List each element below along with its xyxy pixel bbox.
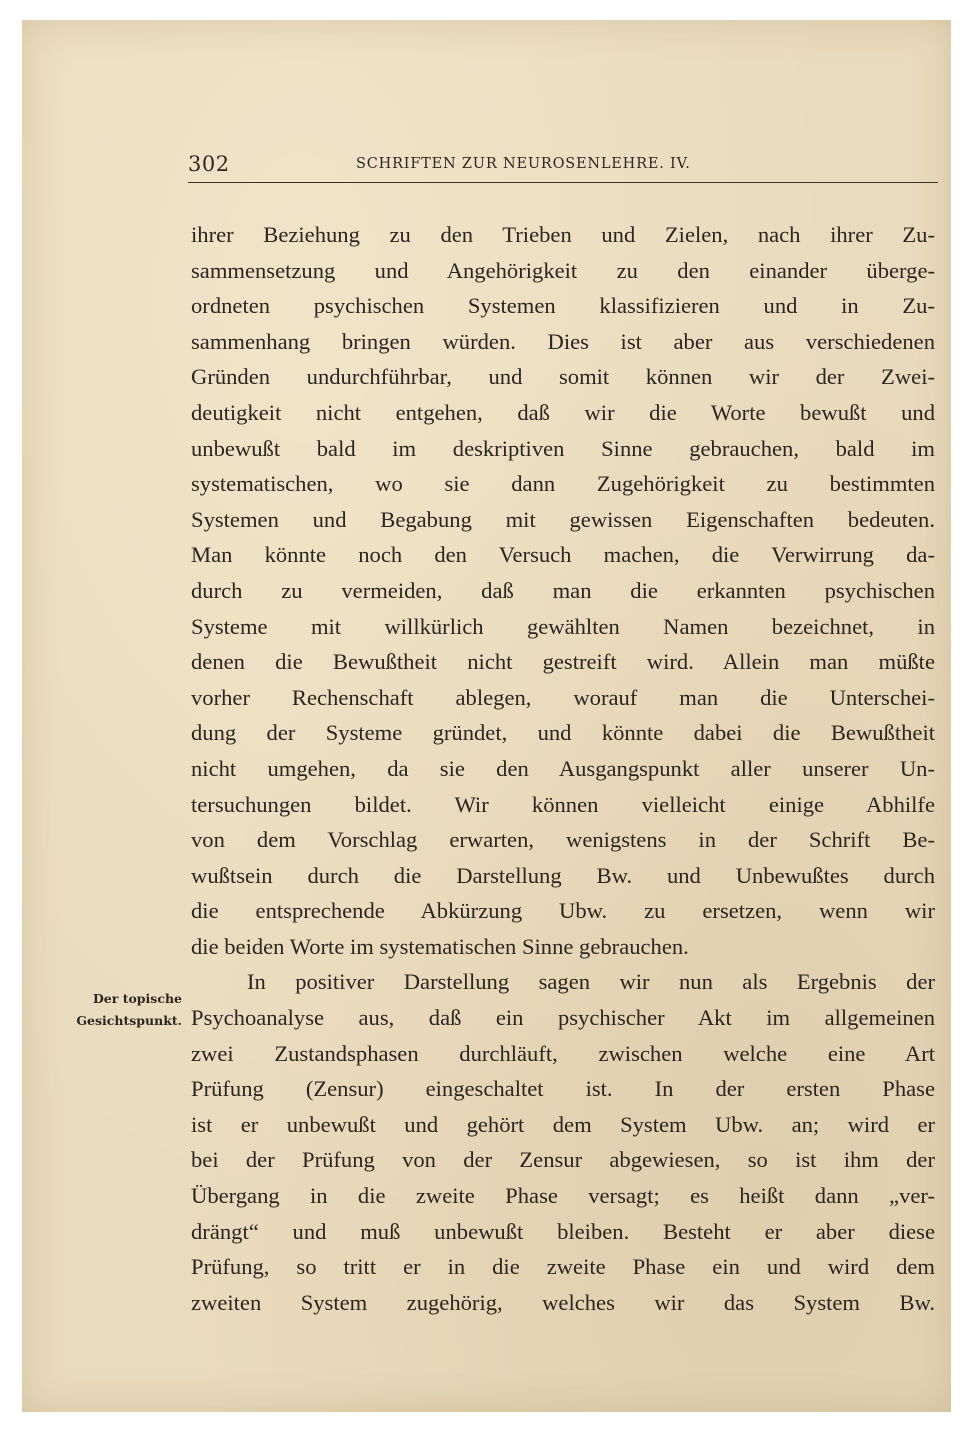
margin-note: [50, 988, 182, 1032]
text-line: die beiden Worte im systematischen Sinne gebrauchen.: [191, 933, 689, 959]
text-line: ist er unbewußt und gehört dem System Ubw. an; wird er: [191, 1111, 935, 1137]
text-line: sammenhang bringen würden. Dies ist aber aus verschiedenen: [191, 328, 935, 354]
text-line: wußtsein durch die Darstellung Bw. und Unbewußtes durch: [191, 862, 935, 888]
text-line: vorher Rechenschaft ablegen, worauf man die Unterschei-: [191, 684, 935, 710]
text-line: ihrer Beziehung zu den Trieben und Zielen, nach ihrer Zu-: [191, 222, 935, 247]
text-line: nicht umgehen, da sie den Ausgangspunkt aller unserer Un-: [191, 755, 935, 781]
text-line: zwei Zustandsphasen durchläuft, zwischen welche eine Art: [191, 1040, 935, 1066]
text-line: deutigkeit nicht entgehen, daß wir die Worte bewußt und: [191, 399, 935, 425]
text-line: In positiver Darstellung sagen wir nun als Ergebnis der: [247, 969, 935, 995]
text-line: Prüfung, so tritt er in die zweite Phase ein und wird dem: [191, 1254, 935, 1280]
text-line: Systeme mit willkürlich gewählten Namen bezeichnet, in: [191, 613, 935, 639]
text-line: Psychoanalyse aus, daß ein psychischer Akt im allgemeinen: [191, 1005, 935, 1031]
margin-note-line: Gesichtspunkt.: [76, 1013, 182, 1028]
text-line: ordneten psychischen Systemen klassifizieren und in Zu-: [191, 293, 935, 319]
running-head: SCHRIFTEN ZUR NEUROSENLEHRE. IV.: [356, 156, 691, 172]
page-number: 302: [188, 152, 230, 176]
text-line: sammensetzung und Angehörigkeit zu den einander überge-: [191, 257, 935, 283]
text-line: durch zu vermeiden, daß man die erkannten psychischen: [191, 577, 935, 603]
page-header: [188, 152, 938, 183]
text-line: Prüfung (Zensur) eingeschaltet ist. In der ersten Phase: [191, 1076, 935, 1102]
text-line: die entsprechende Abkürzung Ubw. zu ersetzen, wenn wir: [191, 898, 935, 924]
text-line: tersuchungen bildet. Wir können vielleicht einige Abhilfe: [191, 791, 935, 817]
text-line: Systemen und Begabung mit gewissen Eigenschaften bedeuten.: [191, 506, 935, 532]
text-line: systematischen, wo sie dann Zugehörigkeit zu bestimmten: [191, 471, 935, 497]
text-line: denen die Bewußtheit nicht gestreift wird. Allein man müßte: [191, 649, 935, 675]
text-line: Gründen undurchführbar, und somit können wir der Zwei-: [191, 364, 935, 390]
text-line: bei der Prüfung von der Zensur abgewiesen, so ist ihm der: [191, 1147, 935, 1173]
text-line: Man könnte noch den Versuch machen, die Verwirrung da-: [191, 542, 935, 568]
margin-note-line: Der topische: [92, 991, 182, 1006]
book-page: [22, 20, 951, 1412]
text-line: von dem Vorschlag erwarten, wenigstens in der Schrift Be-: [191, 827, 935, 853]
text-line: unbewußt bald im deskriptiven Sinne gebrauchen, bald im: [191, 435, 935, 461]
text-line: drängt“ und muß unbewußt bleiben. Besteht er aber diese: [191, 1218, 935, 1244]
body-text: [191, 217, 935, 1320]
text-line: dung der Systeme gründet, und könnte dabei die Bewußtheit: [191, 720, 935, 746]
text-line: Übergang in die zweite Phase versagt; es heißt dann „ver-: [191, 1183, 935, 1209]
text-line: zweiten System zugehörig, welches wir das System Bw.: [191, 1289, 935, 1315]
